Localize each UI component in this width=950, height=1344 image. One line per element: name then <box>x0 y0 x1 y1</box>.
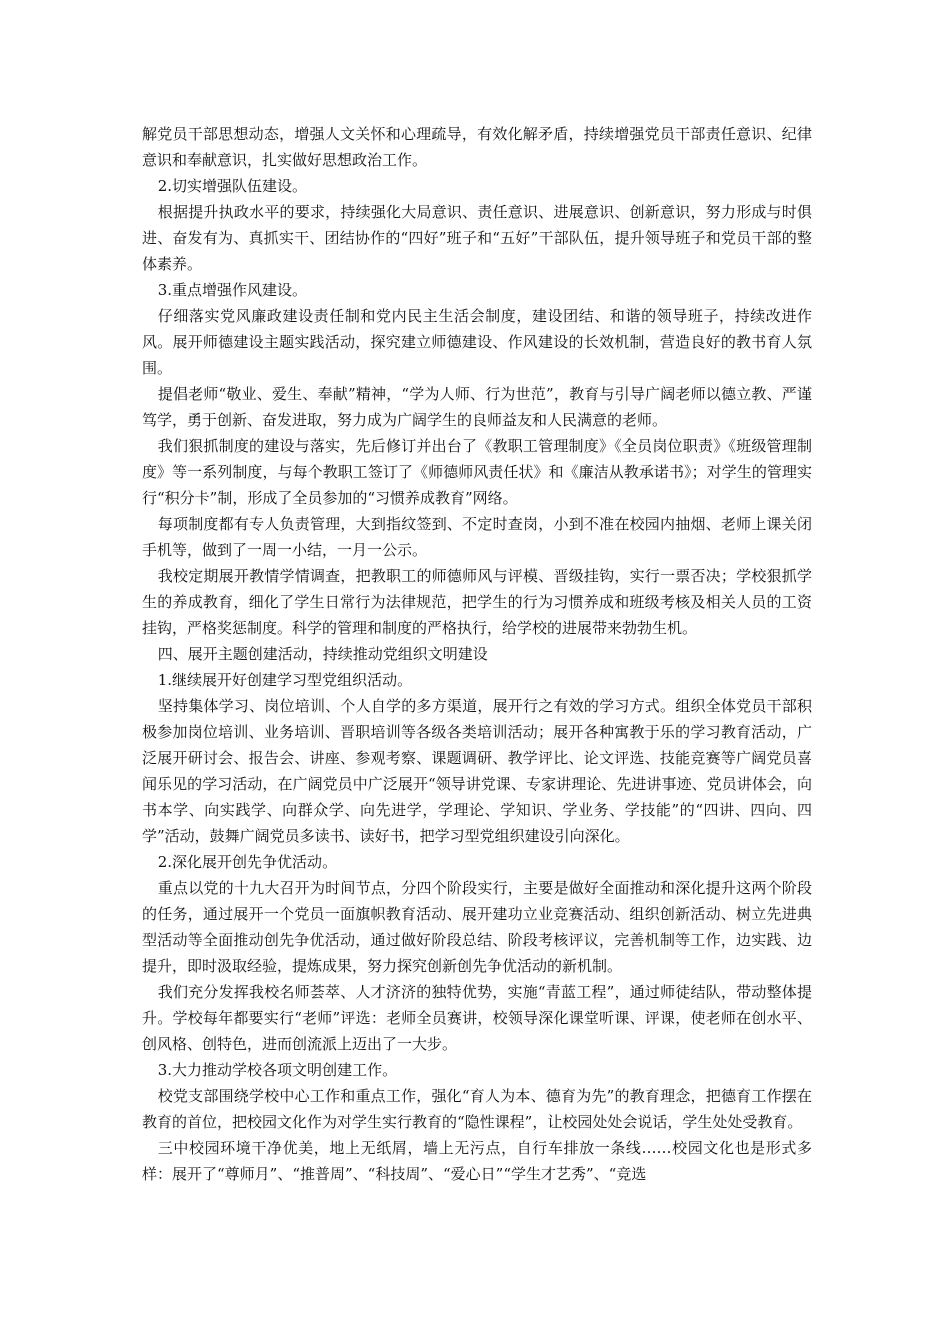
paragraph-regulations: 我们狠抓制度的建设与落实，先后修订并出台了《教职工管理制度》《全员岗位职责》《班级管理制度》等一系列制度，与每个教职工签订了《师德师风责任状》和《廉洁从教承诺书》；对学生的管理实行“积分卡”制，形成了全员参加的“习惯养成教育”网络。 <box>142 437 812 507</box>
paragraph-survey: 我校定期展开教情学情调查，把教职工的师德师风与评模、晋级挂钩，实行一票否决；学校狠抓学生的养成教育，细化了学生日常行为法律规范，把学生的行为习惯养成和班级考核及相关人员的工资挂钩，严格奖惩制度。科学的管理和制度的严格执行，给学校的进展带来勃勃生机。 <box>142 567 812 637</box>
paragraph-teacher-spirit: 提倡老师“敬业、爱生、奉献”精神，“学为人师、行为世范”，教育与引导广阔老师以德立教、严谨笃学，勇于创新、奋发进取，努力成为广阔学生的良师益友和人民满意的老师。 <box>142 385 812 429</box>
subheading-work-style: 3.重点增强作风建设。 <box>157 281 308 299</box>
section-heading-four: 四、展开主题创建活动，持续推动党组织文明建设 <box>157 645 488 663</box>
paragraph-continuation: 解党员干部思想动态，增强人文关怀和心理疏导，有效化解矛盾，持续增强党员干部责任意识、纪律意识和奉献意识，扎实做好思想政治工作。 <box>142 125 812 169</box>
paragraph-qinglan-project: 我们充分发挥我校名师荟萃、人才济济的独特优势，实施“青蓝工程”，通过师徒结队，带动整体提升。学校每年都要实行“老师”评选：老师全员赛讲，校领导深化课堂听课、评课，使老师在创水平、创风格、创特色，进而创流派上迈出了一大步。 <box>142 983 812 1053</box>
subheading-team-building: 2.切实增强队伍建设。 <box>157 177 308 195</box>
paragraph-moral-education: 校党支部围绕学校中心工作和重点工作，强化“育人为本、德育为先”的教育理念，把德育工作摆在教育的首位，把校园文化作为对学生实行教育的“隐性课程”，让校园处处会说话，学生处处受教育。 <box>142 1087 812 1131</box>
paragraph-management: 每项制度都有专人负责管理，大到指纹签到、不定时查岗，小到不准在校园内抽烟、老师上课关闭手机等，做到了一周一小结，一月一公示。 <box>142 515 812 559</box>
subheading-learning-org: 1.继续展开好创建学习型党组织活动。 <box>157 671 413 689</box>
paragraph-work-style: 仔细落实党风廉政建设责任制和党内民主生活会制度，建设团结、和谐的领导班子，持续改进作风。展开师德建设主题实践活动，探究建立师德建设、作风建设的长效机制，营造良好的教书育人氛围。 <box>142 307 812 377</box>
paragraph-campus-environment: 三中校园环境干净优美，地上无纸屑，墙上无污点，自行车排放一条线……校园文化也是形式多样：展开了“尊师月”、“推普周”、“科技周”、“爱心日”“学生才艺秀”、“竞选 <box>142 1139 812 1183</box>
paragraph-learning-org: 坚持集体学习、岗位培训、个人自学的多方渠道，展开行之有效的学习方式。组织全体党员干部积极参加岗位培训、业务培训、晋职培训等各级各类培训活动；展开各种寓教于乐的学习教育活动，广泛展开研讨会、报告会、讲座、参观考察、课题调研、教学评比、论文评选、技能竞赛等广阔党员喜闻乐见的学习活动，在广阔党员中广泛展开“领导讲党课、专家讲理论、先进讲事迹、党员讲体会，向书本学、向实践学、向群众学、向先进学，学理论、学知识、学业务、学技能”的“四讲、四向、四学”活动，鼓舞广阔党员多读书、读好书，把学习型党组织建设引向深化。 <box>142 697 812 845</box>
paragraph-excellence: 重点以党的十九大召开为时间节点，分四个阶段实行，主要是做好全面推动和深化提升这两个阶段的任务，通过展开一个党员一面旗帜教育活动、展开建功立业竞赛活动、组织创新活动、树立先进典型活动等全面推动创先争优活动，通过做好阶段总结、阶段考核评议，完善机制等工作，边实践、边提升，即时汲取经验，提炼成果，努力探究创新创先争优活动的新机制。 <box>142 879 812 975</box>
paragraph-team-building: 根据提升执政水平的要求，持续强化大局意识、责任意识、进展意识、创新意识，努力形成与时俱进、奋发有为、真抓实干、团结协作的“四好”班子和“五好”干部队伍，提升领导班子和党员干部的整体素养。 <box>142 203 812 273</box>
subheading-civilization: 3.大力推动学校各项文明创建工作。 <box>157 1061 398 1079</box>
document-body <box>142 121 812 1187</box>
subheading-excellence: 2.深化展开创先争优活动。 <box>157 853 338 871</box>
